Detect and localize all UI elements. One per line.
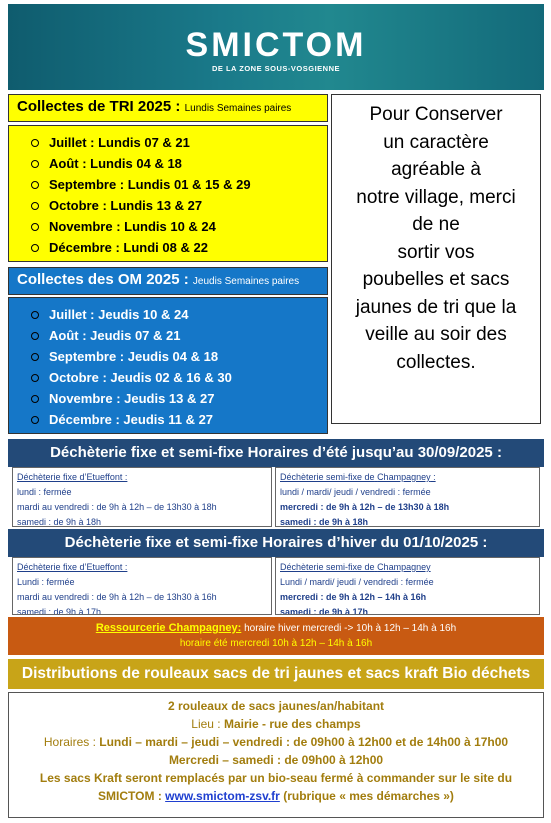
tri-title: Collectes de TRI 2025 : (17, 98, 181, 115)
village-message: Pour Conserver un caractère agréable à notre village, merci de ne sortir vos poubelles et sacs jaunes de tri que la veille au soir des collectes. (331, 94, 541, 424)
winter-etueffont-cell: Déchèterie fixe d’Etueffont : Lundi : fermée mardi au vendredi : de 9h à 12h – de 13h30 à 16h samedi : de 9h à 17h (12, 557, 272, 615)
winter-champagney-cell: Déchèterie semi-fixe de Champagney Lundi / mardi/ jeudi / vendredi : fermée mercredi : de 9h à 12h – 14h à 16h samedi : de 9h à 17h (275, 557, 540, 615)
circle-bullet-icon (31, 311, 39, 319)
distribution-info: 2 rouleaux de sacs jaunes/an/habitant Lieu : Mairie - rue des champs Horaires : Lundi – mardi – jeudi – vendredi : de 09h00 à 12h00 et de 14h00 à 17h00 Mercredi – samedi : de 09h00 à 12h00 Les sacs Kraft seront remplacés par un bio-seau fermé à commander sur le site du SMICTOM : www.smictom-zsv.fr (rubrique « mes démarches ») (8, 692, 544, 818)
list-item: Décembre : Jeudis 11 & 27 (31, 409, 327, 430)
header-banner (8, 4, 544, 90)
list-item: Juillet : Lundis 07 & 21 (31, 132, 327, 153)
ressourcerie-panel: Ressourcerie Champagney: horaire hiver mercredi -> 10h à 12h – 14h à 16h horaire été mercredi 10h à 12h – 14h à 16h (8, 617, 544, 655)
circle-bullet-icon (31, 353, 39, 361)
ressourcerie-name: Ressourcerie Champagney: (95, 622, 242, 634)
circle-bullet-icon (31, 160, 39, 168)
tri-title-bar (8, 94, 328, 122)
list-item: Novembre : Jeudis 13 & 27 (31, 388, 327, 409)
om-subtitle: Jeudis Semaines paires (192, 276, 300, 287)
om-title-bar (8, 267, 328, 295)
winter-hours-title: Déchèterie fixe et semi-fixe Horaires d’hiver du 01/10/2025 : (8, 529, 544, 557)
list-item: Novembre : Lundis 10 & 24 (31, 216, 327, 237)
tri-subtitle: Lundis Semaines paires (184, 103, 292, 114)
circle-bullet-icon (31, 332, 39, 340)
om-list-panel (8, 297, 328, 434)
circle-bullet-icon (31, 374, 39, 382)
logo-subtitle: DE LA ZONE SOUS-VOSGIENNE (211, 64, 341, 73)
list-item: Juillet : Jeudis 10 & 24 (31, 304, 327, 325)
list-item: Août : Lundis 04 & 18 (31, 153, 327, 174)
list-item: Octobre : Jeudis 02 & 16 & 30 (31, 367, 327, 388)
circle-bullet-icon (31, 223, 39, 231)
list-item: Octobre : Lundis 13 & 27 (31, 195, 327, 216)
summer-champagney-cell: Déchèterie semi-fixe de Champagney : lundi / mardi/ jeudi / vendredi : fermée mercredi : de 9h à 12h – de 13h30 à 18h samedi : de 9h à 18h (275, 467, 540, 527)
summer-etueffont-cell: Déchèterie fixe d’Etueffont : lundi : fermée mardi au vendredi : de 9h à 12h – de 13h30 à 18h samedi : de 9h à 18h (12, 467, 272, 527)
om-list (9, 298, 327, 430)
list-item: Septembre : Lundis 01 & 15 & 29 (31, 174, 327, 195)
tri-list (9, 126, 327, 258)
tri-list-panel (8, 125, 328, 262)
circle-bullet-icon (31, 416, 39, 424)
smictom-website-link[interactable]: www.smictom-zsv.fr (165, 789, 280, 803)
circle-bullet-icon (31, 244, 39, 252)
circle-bullet-icon (31, 139, 39, 147)
summer-hours-title: Déchèterie fixe et semi-fixe Horaires d’été jusqu’au 30/09/2025 : (8, 439, 544, 467)
distribution-title: Distributions de rouleaux sacs de tri jaunes et sacs kraft Bio déchets (8, 659, 544, 689)
list-item: Août : Jeudis 07 & 21 (31, 325, 327, 346)
circle-bullet-icon (31, 395, 39, 403)
circle-bullet-icon (31, 181, 39, 189)
list-item: Septembre : Jeudis 04 & 18 (31, 346, 327, 367)
list-item: Décembre : Lundi 08 & 22 (31, 237, 327, 258)
om-title: Collectes des OM 2025 : (17, 271, 189, 288)
smictom-logo: SMICTOM (185, 26, 367, 64)
circle-bullet-icon (31, 202, 39, 210)
